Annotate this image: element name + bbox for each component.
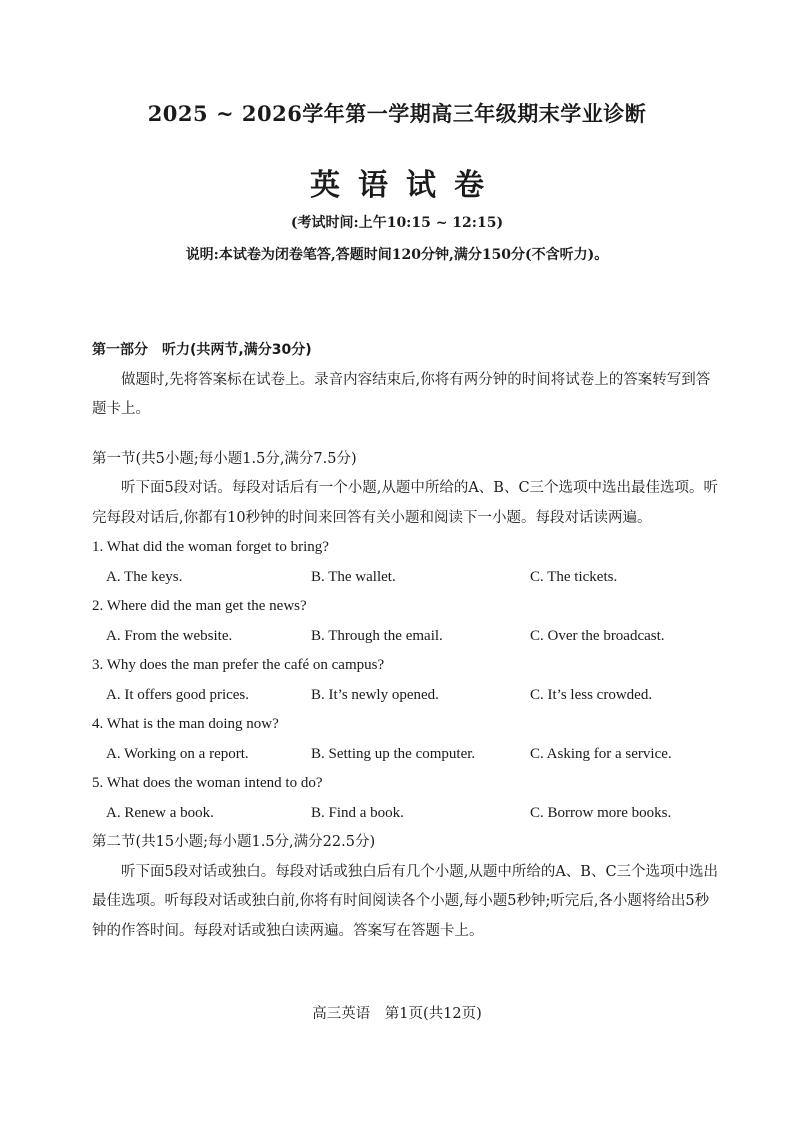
option-b: B. It’s newly opened. — [311, 686, 439, 703]
option-a: A. Working on a report. — [106, 745, 249, 762]
question-stem: 3. Why does the man prefer the café on campus? — [92, 657, 385, 673]
question-stem: 5. What does the woman intend to do? — [92, 775, 323, 791]
part1-intro: 做题时,先将答案标在试卷上。录音内容结束后,你将有两分钟的时间将试卷上的答案转写到答题卡上。 — [92, 371, 711, 417]
section2-intro: 听下面5段对话或独白。每段对话或独白后有几个小题,从题中所给的A、B、C三个选项中选出最佳选项。听每段对话或独白前,你将有时间阅读各个小题,每小题5秒钟;听完后,各小题将给出5秒钟的作答时间。每段对话或独白读两遍。答案写在答题卡上。 — [92, 863, 719, 939]
question-options — [92, 563, 722, 593]
part1-heading: 第一部分 听力(共两节,满分30分) — [92, 342, 312, 358]
spacer — [92, 425, 722, 445]
option-c: C. It’s less crowded. — [530, 686, 653, 703]
section1-heading: 第一节(共5小题;每小题1.5分,满分7.5分) — [92, 450, 357, 467]
option-c: C. Borrow more books. — [530, 804, 672, 821]
option-c: C. Over the broadcast. — [530, 627, 665, 644]
exam-time: (考试时间:上午10:15 ~ 12:15) — [290, 215, 504, 231]
option-a: A. Renew a book. — [106, 804, 214, 821]
subject-title: 英语试卷 — [310, 168, 502, 203]
section2-heading: 第二节(共15小题;每小题1.5分,满分22.5分) — [92, 834, 376, 850]
question-options — [92, 740, 722, 770]
exam-title: 2025 ~ 2026学年第一学期高三年级期末学业诊断 — [147, 101, 647, 126]
option-c: C. The tickets. — [530, 568, 618, 585]
option-b: B. Through the email. — [311, 627, 443, 644]
question-options — [92, 799, 722, 829]
section1-intro: 听下面5段对话。每段对话后有一个小题,从题中所给的A、B、C三个选项中选出最佳选项。听完每段对话后,你都有10秒钟的时间来回答有关小题和阅读下一小题。每段对话读两遍。 — [92, 480, 719, 526]
question-5 — [92, 769, 722, 828]
question-1 — [92, 533, 722, 592]
exam-content — [92, 336, 722, 946]
option-b: B. The wallet. — [311, 568, 396, 585]
page-footer: 高三英语 第1页(共12页) — [312, 1006, 482, 1022]
option-a: A. The keys. — [106, 568, 183, 585]
question-stem: 1. What did the woman forget to bring? — [92, 539, 329, 555]
question-2 — [92, 592, 722, 651]
option-a: A. From the website. — [106, 627, 233, 644]
option-a: A. It offers good prices. — [106, 686, 250, 703]
question-options — [92, 622, 722, 652]
exam-instructions: 说明:本试卷为闭卷笔答,答题时间120分钟,满分150分(不含听力)。 — [185, 247, 609, 263]
option-c: C. Asking for a service. — [530, 745, 672, 762]
question-stem: 2. Where did the man get the news? — [92, 598, 307, 614]
option-b: B. Setting up the computer. — [311, 745, 476, 762]
question-4 — [92, 710, 722, 769]
question-stem: 4. What is the man doing now? — [92, 716, 279, 732]
question-3 — [92, 651, 722, 710]
option-b: B. Find a book. — [311, 804, 404, 821]
question-options — [92, 681, 722, 711]
